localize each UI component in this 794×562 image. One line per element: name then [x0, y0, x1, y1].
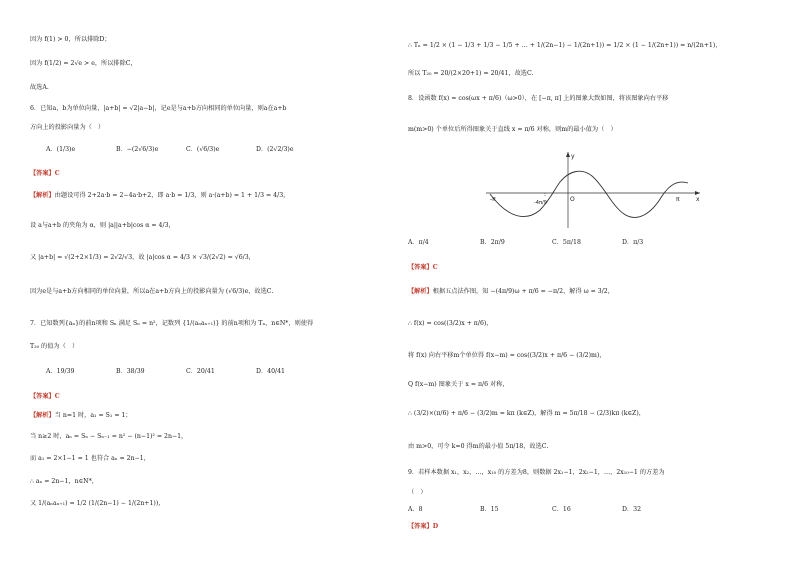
text-line: 因为 f(1) > 0，所以排除D；	[30, 36, 111, 43]
analysis-tag: 【解析】	[30, 412, 55, 419]
analysis-text: 由题设可得 2+2a·b = 2−4a·b+2，即 a·b = 1/3，则 a·(a+b) = 1 + 1/3 = 4/3，	[54, 192, 290, 199]
analysis-text: 由 m>0，可令 k=0 得m的最小值 5π/18，故选C.	[408, 443, 549, 450]
q7-analysis	[30, 412, 132, 419]
q9-option-d: D．32	[622, 506, 642, 513]
q6-answer	[30, 170, 60, 177]
y-axis-label: y	[571, 153, 575, 160]
q6-option-d: D．(2√2/3)e	[256, 146, 294, 153]
cosine-curve	[490, 171, 688, 217]
q9-answer	[408, 523, 438, 530]
neg-pi-label: -π	[490, 196, 496, 203]
q6-stem: 方向上的投影向量为（ ）	[30, 124, 105, 131]
answer-value: C	[54, 170, 60, 177]
q6-option-a: A．(1/3)e	[46, 146, 76, 153]
analysis-text: 将 f(x) 向右平移m个单位得 f(x−m) = cos((3/2)x + π/6 − (3/2)m)，	[408, 352, 606, 359]
q9-option-c: C．16	[552, 506, 571, 513]
analysis-text: 又 |a+b| = √(2+2×1/3) = 2√2/√3，故 |a|cos α = 4/3 × √3/(2√2) = √6/3，	[30, 254, 255, 261]
q9-stem: （ ）	[408, 489, 427, 496]
analysis-text: 而 a₁ = 2×1−1 = 1 也符合 aₙ = 2n−1，	[30, 455, 150, 462]
q7-answer	[30, 393, 60, 400]
pi-label: π	[676, 196, 680, 203]
q6-analysis	[30, 192, 289, 199]
minus-4pi-over-9-label: -4π/9	[534, 200, 547, 206]
q8-option-a: A．π/4	[408, 239, 429, 246]
origin-label: O	[570, 196, 575, 203]
q9-option-a: A．8	[408, 506, 423, 513]
analysis-tag: 【解析】	[30, 192, 55, 199]
answer-tag: 【答案】	[30, 393, 55, 400]
analysis-text: ∴ aₙ = 2n−1，n∈N*，	[30, 478, 98, 485]
answer-tag: 【答案】	[408, 523, 433, 530]
q8-stem: m(m>0) 个单位后所得图象关于直线 x = π/6 对称，则m的最小值为（ ）	[408, 126, 617, 133]
analysis-text: 又 1/(aₙaₙ₊₁) = 1/2 (1/(2n−1) − 1/(2n+1))，	[30, 500, 165, 507]
text-line: 故选A.	[30, 84, 49, 91]
x-axis-label: x	[696, 196, 700, 203]
q8-cosine-graph	[478, 150, 708, 230]
left-column	[30, 0, 390, 562]
q7-option-b: B．38/39	[116, 368, 145, 375]
text-line: 因为 f(1/2) = 2√e > e，所以排除C，	[30, 60, 137, 67]
q8-option-d: D．π/3	[622, 239, 644, 246]
answer-value: C	[54, 393, 60, 400]
q7-option-c: C．20/41	[186, 368, 215, 375]
q9-option-b: B．15	[480, 506, 499, 513]
analysis-text: Q f(x−m) 图象关于 x = π/6 对称，	[408, 381, 509, 388]
answer-value: C	[432, 264, 438, 271]
q8-analysis	[408, 288, 614, 295]
text-line: ∴ Tₙ = 1/2 × (1 − 1/3 + 1/3 − 1/5 + … + 1/(2n−1) − 1/(2n+1)) = 1/2 × (1 − 1/(2n+1)) = n/(2n+1)，	[408, 42, 722, 49]
q8-answer	[408, 264, 438, 271]
q6-option-b: B．−(2√6/3)e	[116, 146, 159, 153]
answer-value: D	[432, 523, 439, 530]
analysis-text: 根据五点法作图，知 −(4π/9)ω + π/6 = −π/2，解得 ω = 3/2，	[432, 288, 614, 295]
q6-option-c: C．(√6/3)e	[186, 146, 220, 153]
analysis-text: 设 a与a+b 的夹角为 α，则 |a||a+b|cos α = 4/3，	[30, 222, 175, 229]
q8-stem: 8．设函数 f(x) = cos(ωx + π/6)（ω>0），在 [−π, π] 上的图象大致如图，将该图象向右平移	[408, 95, 669, 102]
q8-option-c: C．5π/18	[552, 239, 581, 246]
x-axis-arrow	[695, 191, 700, 195]
answer-tag: 【答案】	[30, 170, 55, 177]
right-column	[408, 0, 768, 562]
q9-stem: 9．若样本数据 x₁，x₂，…，x₁₀ 的方差为8，则数据 2x₁−1，2x₂−1，…，2x₁₀−1 的方差为	[408, 469, 665, 476]
q6-stem: 6．已知a，b为单位向量，|a+b| = √2|a−b|，记e是与a+b方向相同的单位向量，则a在a+b	[30, 105, 287, 112]
y-axis-arrow	[566, 152, 570, 157]
text-line: 所以 T₂₀ = 20/(2×20+1) = 20/41，故选C.	[408, 70, 534, 77]
analysis-text: 因为e是与a+b方向相同的单位向量，所以a在a+b方向上的投影向量为 (√6/3)e，故选C.	[30, 288, 274, 295]
q8-option-b: B．2π/9	[480, 239, 505, 246]
answer-tag: 【答案】	[408, 264, 433, 271]
q7-option-d: D．40/41	[256, 368, 285, 375]
analysis-text: ∴ (3/2)×(π/6) + π/6 − (3/2)m = kπ (k∈Z)，解得 m = 5π/18 − (2/3)kπ (k∈Z)，	[408, 410, 645, 417]
analysis-text: ∴ f(x) = cos((3/2)x + π/6)，	[408, 320, 493, 327]
q7-stem: T₂₀ 的值为（ ）	[30, 343, 79, 350]
analysis-tag: 【解析】	[408, 288, 433, 295]
q7-stem: 7．已知数列{aₙ}的前n项和 Sₙ 满足 Sₙ = n²，记数列 {1/(aₙaₙ₊₁)} 的前n项和为 Tₙ，n∈N*，则使得	[30, 320, 314, 327]
analysis-text: 当 n≥2 时，aₙ = Sₙ − Sₙ₋₁ = n² − (n−1)² = 2n−1，	[30, 433, 188, 440]
analysis-text: 当 n=1 时，a₁ = S₁ = 1；	[54, 412, 132, 419]
q7-option-a: A．19/39	[46, 368, 75, 375]
